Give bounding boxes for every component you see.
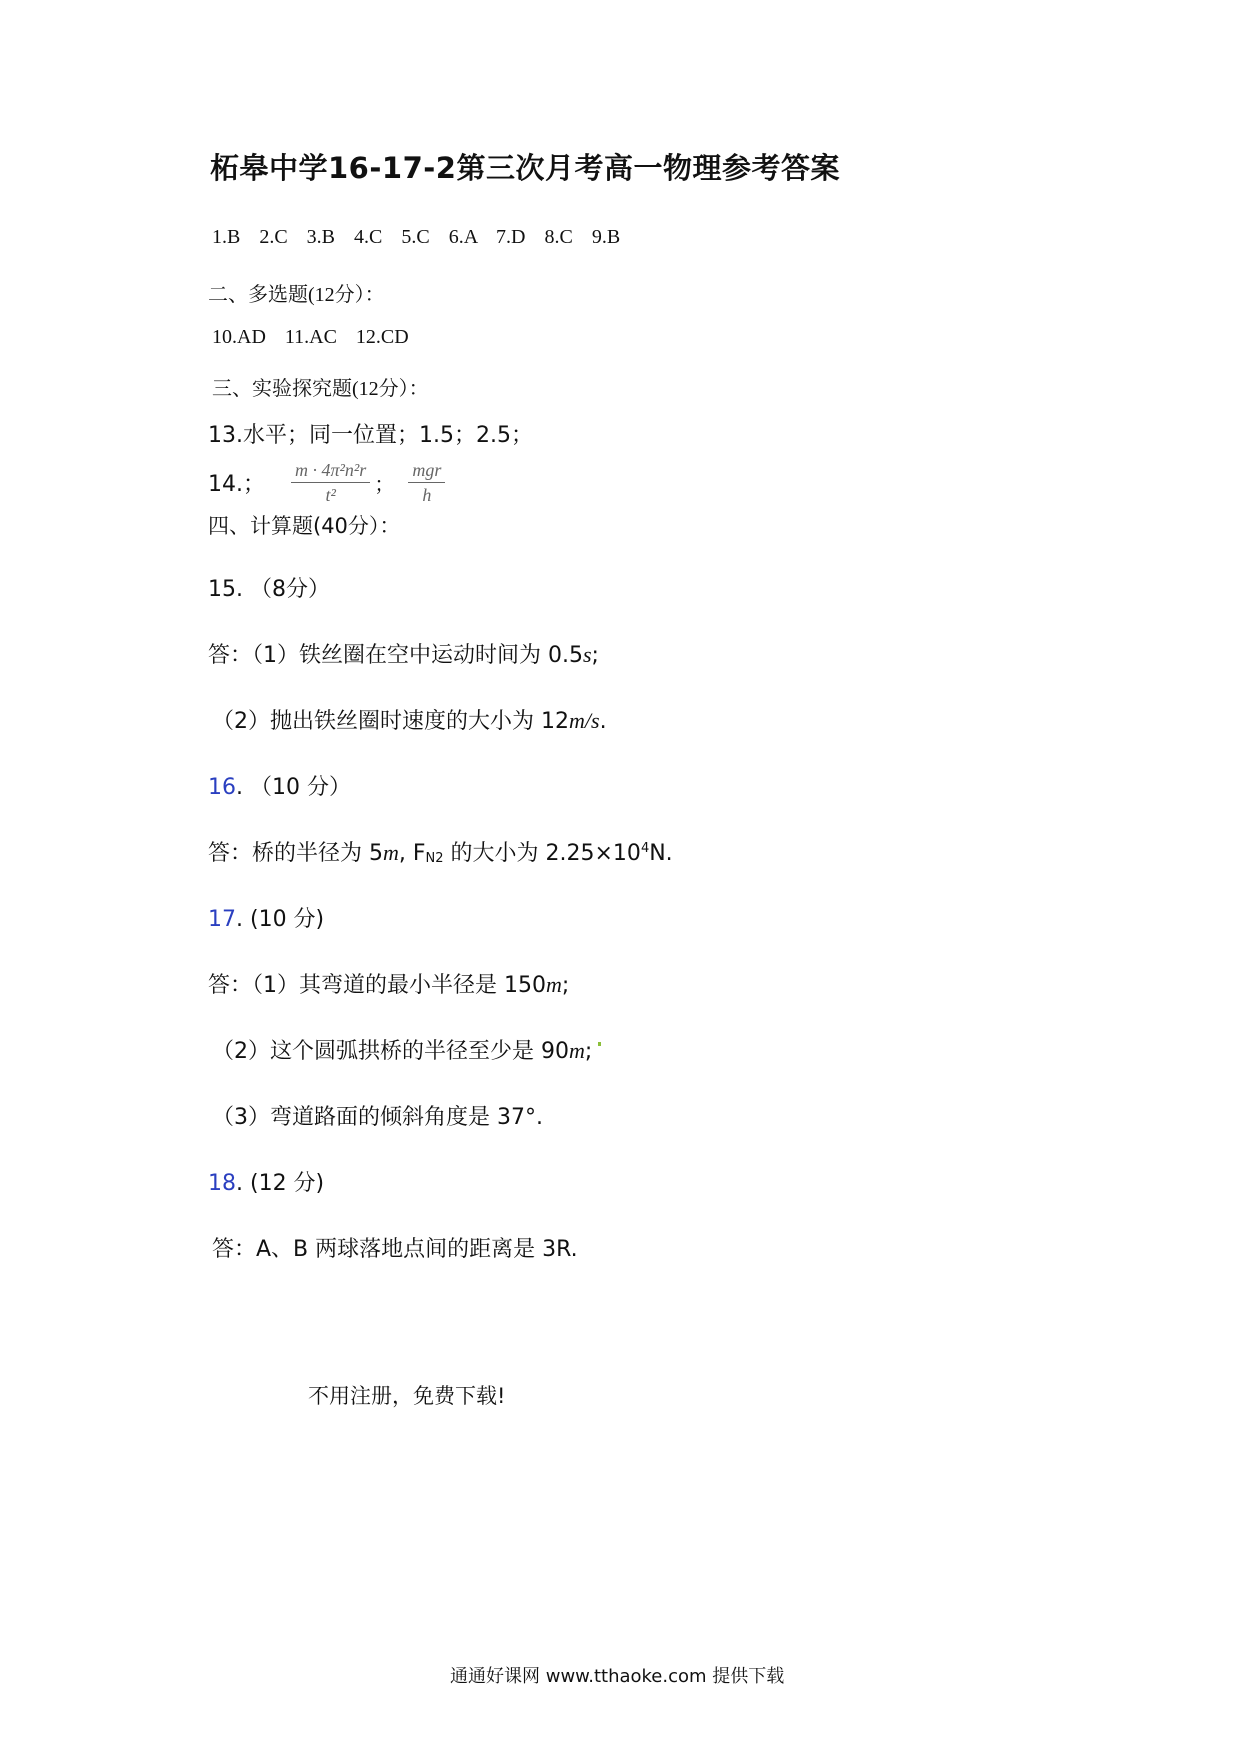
q16-answer-subscript: N2 — [425, 851, 444, 866]
q15-answer-2-end: . — [599, 709, 607, 734]
q15-answer-2-unit: m/s — [569, 708, 600, 733]
q14-fraction-1 — [291, 458, 370, 507]
q17-answer-1-text: 答：（1）其弯道的最小半径是 150 — [208, 973, 546, 998]
footer-text: 通通好课网 www.tthaoke.com 提供下载 — [450, 1666, 785, 1687]
q17-header — [208, 902, 324, 933]
q16-header — [208, 770, 351, 801]
q14-label: 14.； — [208, 472, 265, 497]
q15-answer-1-end: ; — [591, 643, 599, 668]
q15-header: 15. （8分） — [208, 577, 330, 602]
q15-answer-1 — [208, 638, 599, 669]
q16-answer — [208, 836, 673, 867]
q17-answer-2 — [212, 1034, 592, 1065]
q13-answer: 13.水平；同一位置；1.5；2.5； — [208, 423, 533, 448]
q14-fraction-2 — [408, 458, 445, 507]
q17-answer-1 — [208, 968, 569, 999]
q16-number: 16 — [208, 775, 236, 800]
q15-answer-1-unit: s — [582, 642, 592, 667]
q18-points: . (12 分) — [236, 1171, 325, 1196]
q17-answer-3: （3）弯道路面的倾斜角度是 37°. — [212, 1105, 543, 1130]
experiment-heading: 三、实验探究题(12分）： — [212, 378, 429, 400]
q16-answer-unit: m — [383, 840, 399, 865]
q16-answer-text-2: , F — [398, 841, 426, 866]
q16-points: . （10 分） — [236, 775, 351, 800]
q17-answer-1-unit: m — [545, 972, 562, 997]
q14-fraction-1-denominator: t² — [325, 485, 336, 505]
q17-answer-1-end: ; — [561, 973, 570, 998]
q15-answer-2 — [212, 704, 607, 735]
q17-answer-2-unit: m — [569, 1038, 585, 1063]
q14-fraction-1-numerator: m · 4π²n²r — [291, 458, 370, 483]
q15-answer-1-text: 答：（1）铁丝圈在空中运动时间为 0.5 — [208, 643, 583, 668]
promo-text: 不用注册，免费下载! — [308, 1384, 506, 1408]
q16-answer-text-1: 答：桥的半径为 5 — [208, 841, 383, 866]
single-choice-answers: 1.B 2.C 3.B 4.C 5.C 6.A 7.D 8.C 9.B — [212, 226, 621, 248]
stray-mark — [598, 1042, 601, 1046]
q18-answer: 答：A、B 两球落地点间的距离是 3R. — [212, 1237, 578, 1262]
q14-answer — [208, 458, 445, 507]
q17-answer-2-text: （2）这个圆弧拱桥的半径至少是 90 — [212, 1039, 569, 1064]
multi-choice-heading: 二、多选题(12分）： — [208, 284, 385, 306]
q18-header — [208, 1166, 324, 1197]
q15-answer-2-text: （2）抛出铁丝圈时速度的大小为 12 — [212, 709, 569, 734]
q17-number: 17 — [208, 907, 236, 932]
q17-answer-2-end: ; — [584, 1039, 593, 1064]
calculation-heading: 四、计算题(40分）： — [208, 514, 401, 538]
q16-answer-text-4: N. — [649, 841, 673, 866]
q18-number: 18 — [208, 1171, 236, 1196]
q14-fraction-2-denominator: h — [422, 485, 432, 505]
page-title: 柘皋中学16-17-2第三次月考高一物理参考答案 — [210, 151, 840, 185]
q14-separator: ； — [374, 472, 395, 496]
q16-answer-exponent: 4 — [640, 841, 650, 856]
multi-choice-answers: 10.AD 11.AC 12.CD — [212, 326, 409, 348]
q14-fraction-2-numerator: mgr — [408, 458, 445, 483]
q16-answer-text-3: 的大小为 2.25×10 — [443, 841, 641, 866]
q17-points: . (10 分) — [236, 907, 325, 932]
